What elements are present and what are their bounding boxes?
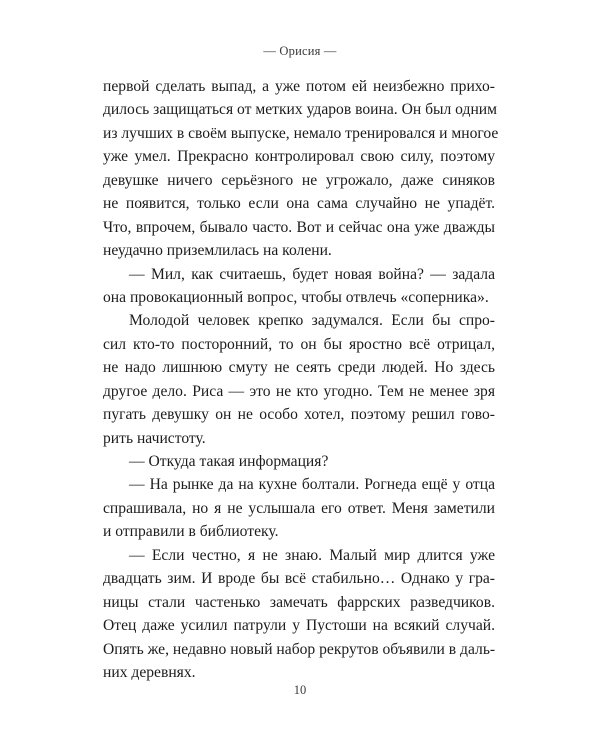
text-line: дилось защищаться от метких ударов воина. Он был одним (103, 101, 498, 119)
dialogue-line: ницы стали частенько замечать фаррских разведчиков. (103, 593, 495, 611)
text-line: сил кто-то посторонний, то он бы яростно всё отрицал, (103, 335, 495, 353)
text-line: не появится, только если она сама случайно не упадёт. (103, 195, 495, 213)
text-line: пугать девушку он не особо хотел, поэтому решил гово- (103, 406, 495, 424)
dialogue-line: — Откуда такая информация? (129, 453, 329, 470)
dialogue-line: Опять же, недавно новый набор рекрутов объявили в даль- (103, 640, 496, 658)
text-line: Молодой человек крепко задумался. Если бы спро- (129, 312, 495, 330)
text-line: рить начистоту. (103, 429, 206, 447)
text-line: уже умел. Прекрасно контролировал свою силу, поэтому (103, 148, 495, 166)
dialogue-line: — На рынке да на кухне болтали. Рогнеда ещё у отца (129, 476, 495, 494)
running-head: — Орисия — (263, 44, 337, 58)
text-line: девушке ничего серьёзного не угрожало, даже синяков (103, 171, 495, 189)
page-number: 10 (293, 683, 307, 697)
dialogue-line: — Мил, как считаешь, будет новая война? — задала (129, 265, 495, 283)
dialogue-line: них деревнях. (103, 663, 196, 681)
dialogue-line: Отец даже усилил патрули у Пустоши на всякий случай. (103, 617, 495, 635)
dialogue-line: двадцать зим. И вроде бы всё стабильно… Однако у гра- (103, 570, 495, 588)
text-line: Что, впрочем, бывало часто. Вот и сейчас она уже дважды (103, 218, 495, 236)
body-text (103, 75, 499, 684)
text-line: из лучших в своём выпуске, немало тренировался и многое (103, 124, 499, 142)
dialogue-line: и отправили в библиотеку. (103, 523, 279, 541)
text-line: другое дело. Риса — это не кто угодно. Тем не менее зря (103, 382, 495, 400)
dialogue-line: — Если честно, я не знаю. Малый мир длится уже (129, 546, 495, 564)
text-line: первой сделать выпад, а уже потом ей неизбежно прихо- (103, 78, 495, 95)
dialogue-line: спрашивала, но я не услышала его ответ. Меня заметили (103, 499, 495, 517)
text-line: неудачно приземлилась на колени. (103, 242, 332, 260)
dialogue-line: она провокационный вопрос, чтобы отвлечь «соперника». (103, 288, 489, 306)
text-line: не надо лишнюю смуту не сеять среди людей. Но здесь (103, 359, 495, 377)
